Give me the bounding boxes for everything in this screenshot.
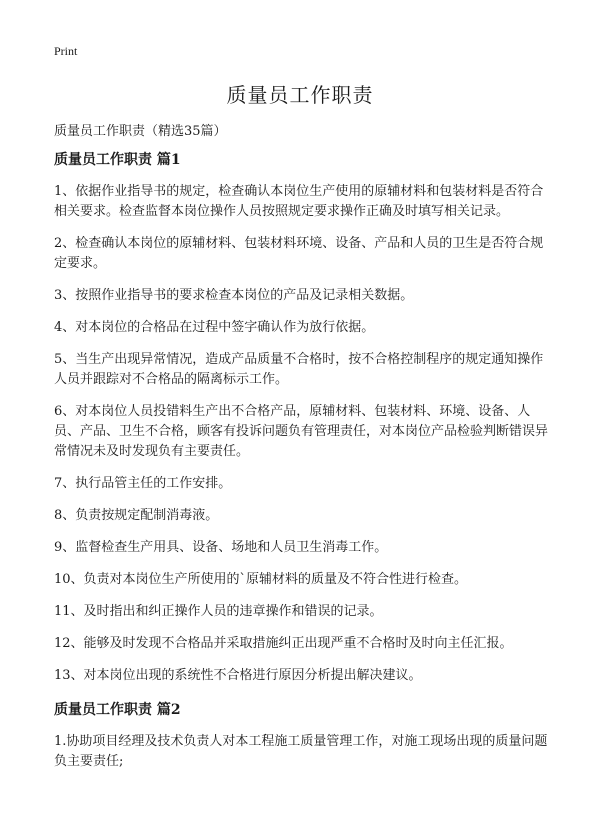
section-heading: 质量员工作职责 篇2 (54, 702, 181, 718)
paragraph: 10、负责对本岗位生产所使用的`原辅材料的质量及不符合性进行检查。 (54, 572, 468, 587)
paragraph: 8、负责按规定配制消毒液。 (54, 508, 219, 523)
paragraph: 3、按照作业指导书的要求检查本岗位的产品及记录相关数据。 (54, 288, 414, 303)
paragraph: 6、对本岗位人员投错料生产出不合格产品，原辅材料、包装材料、环境、设备、人员、产品、卫生不合格，顾客有投诉问题负有管理责任，对本岗位产品检验判断错误异常情况未及时发现负有主要责任。 (54, 404, 549, 459)
paragraph: 4、对本岗位的合格品在过程中签字确认作为放行依据。 (54, 320, 375, 335)
document-content (54, 150, 556, 784)
section-heading: 质量员工作职责 篇1 (54, 152, 181, 168)
paragraph: 11、及时指出和纠正操作人员的违章操作和错误的记录。 (54, 604, 383, 619)
section-2 (54, 700, 556, 772)
paragraph: 5、当生产出现异常情况，造成产品质量不合格时，按不合格控制程序的规定通知操作人员并跟踪对不合格品的隔离标示工作。 (54, 352, 544, 387)
document-subtitle: 质量员工作职责（精选35篇） (54, 124, 227, 139)
document-title: 质量员工作职责 (226, 83, 374, 107)
paragraph: 13、对本岗位出现的系统性不合格进行原因分析提出解决建议。 (54, 668, 422, 683)
paragraph: 9、监督检查生产用具、设备、场地和人员卫生消毒工作。 (54, 540, 388, 555)
paragraph: 7、执行品管主任的工作安排。 (54, 476, 232, 491)
paragraph: 12、能够及时发现不合格品并采取措施纠正出现严重不合格时及时向主任汇报。 (54, 636, 513, 651)
paragraph: 1.协助项目经理及技术负责人对本工程施工质量管理工作，对施工现场出现的质量问题负主要责任; (54, 734, 548, 769)
section-1 (54, 150, 556, 686)
paragraph: 2、检查确认本岗位的原辅材料、包装材料环境、设备、产品和人员的卫生是否符合规定要求。 (54, 236, 544, 271)
paragraph: 1、依据作业指导书的规定，检查确认本岗位生产使用的原辅材料和包装材料是否符合相关要求。检查监督本岗位操作人员按照规定要求操作正确及时填写相关记录。 (54, 184, 544, 219)
print-label[interactable]: Print (54, 44, 78, 58)
